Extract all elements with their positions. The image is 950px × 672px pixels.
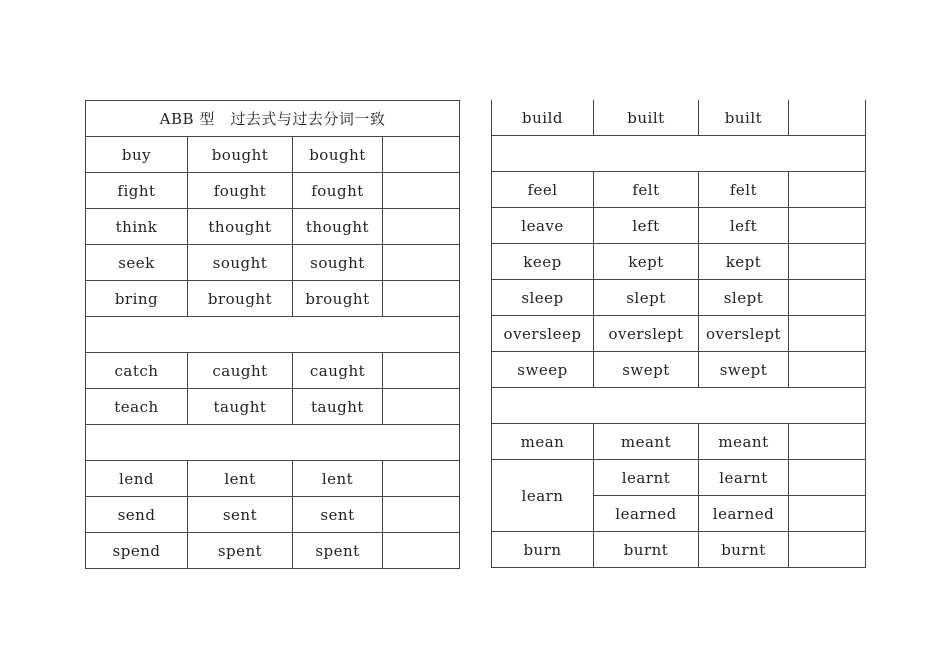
- past-participle-cell: sought: [293, 245, 383, 281]
- past-tense-cell: burnt: [594, 532, 699, 568]
- past-participle-cell: brought: [293, 281, 383, 317]
- past-tense-cell: sought: [188, 245, 293, 281]
- base-form-cell: sleep: [492, 280, 594, 316]
- blank-cell: [492, 388, 866, 424]
- right-verb-table: [491, 100, 866, 568]
- past-tense-cell: felt: [594, 172, 699, 208]
- table-row: [86, 497, 460, 533]
- past-participle-cell: taught: [293, 389, 383, 425]
- past-participle-cell: bought: [293, 137, 383, 173]
- past-tense-cell: left: [594, 208, 699, 244]
- table-row: [492, 316, 866, 352]
- table-row: [86, 389, 460, 425]
- table-row: [86, 533, 460, 569]
- past-participle-cell: kept: [699, 244, 789, 280]
- empty-cell: [789, 172, 866, 208]
- past-tense-cell: overslept: [594, 316, 699, 352]
- base-form-cell: catch: [86, 353, 188, 389]
- base-form-cell: keep: [492, 244, 594, 280]
- table-row: [492, 424, 866, 460]
- base-form-cell: learn: [492, 460, 594, 532]
- base-form-cell: build: [492, 100, 594, 136]
- empty-cell: [789, 280, 866, 316]
- empty-cell: [383, 461, 460, 497]
- base-form-cell: burn: [492, 532, 594, 568]
- past-tense-cell: kept: [594, 244, 699, 280]
- table-row: [86, 281, 460, 317]
- blank-cell: [492, 136, 866, 172]
- base-form-cell: sweep: [492, 352, 594, 388]
- empty-cell: [789, 532, 866, 568]
- table-row: [86, 137, 460, 173]
- past-participle-cell: swept: [699, 352, 789, 388]
- past-tense-cell: thought: [188, 209, 293, 245]
- empty-cell: [383, 209, 460, 245]
- past-tense-cell: lent: [188, 461, 293, 497]
- base-form-cell: think: [86, 209, 188, 245]
- past-tense-cell: learnt: [594, 460, 699, 496]
- base-form-cell: seek: [86, 245, 188, 281]
- past-participle-cell: learned: [699, 496, 789, 532]
- table-row: [492, 460, 866, 496]
- empty-cell: [789, 316, 866, 352]
- blank-row: [492, 136, 866, 172]
- table-row: [492, 208, 866, 244]
- past-tense-cell: caught: [188, 353, 293, 389]
- table-row: [86, 461, 460, 497]
- past-tense-cell: bought: [188, 137, 293, 173]
- table-row: [492, 244, 866, 280]
- past-tense-cell: built: [594, 100, 699, 136]
- base-form-cell: buy: [86, 137, 188, 173]
- base-form-cell: lend: [86, 461, 188, 497]
- past-participle-cell: meant: [699, 424, 789, 460]
- table-row: [86, 245, 460, 281]
- past-participle-cell: built: [699, 100, 789, 136]
- blank-cell: [86, 425, 460, 461]
- table-row: [86, 353, 460, 389]
- empty-cell: [789, 424, 866, 460]
- empty-cell: [383, 533, 460, 569]
- past-participle-cell: slept: [699, 280, 789, 316]
- empty-cell: [383, 245, 460, 281]
- empty-cell: [789, 100, 866, 136]
- past-participle-cell: spent: [293, 533, 383, 569]
- past-participle-cell: lent: [293, 461, 383, 497]
- base-form-cell: teach: [86, 389, 188, 425]
- table-row: [86, 209, 460, 245]
- past-participle-cell: overslept: [699, 316, 789, 352]
- table-row: [492, 280, 866, 316]
- empty-cell: [383, 389, 460, 425]
- base-form-cell: bring: [86, 281, 188, 317]
- table-row: [492, 352, 866, 388]
- empty-cell: [383, 497, 460, 533]
- empty-cell: [383, 137, 460, 173]
- past-tense-cell: fought: [188, 173, 293, 209]
- blank-row: [86, 317, 460, 353]
- past-participle-cell: sent: [293, 497, 383, 533]
- table-row: [492, 532, 866, 568]
- base-form-cell: feel: [492, 172, 594, 208]
- blank-row: [86, 425, 460, 461]
- table-row: [492, 100, 866, 136]
- past-participle-cell: caught: [293, 353, 383, 389]
- empty-cell: [789, 460, 866, 496]
- table-row: [86, 101, 460, 137]
- empty-cell: [383, 173, 460, 209]
- past-participle-cell: felt: [699, 172, 789, 208]
- empty-cell: [789, 208, 866, 244]
- table-title: ABB 型 过去式与过去分词一致: [86, 101, 460, 137]
- empty-cell: [789, 496, 866, 532]
- past-participle-cell: left: [699, 208, 789, 244]
- past-tense-cell: slept: [594, 280, 699, 316]
- empty-cell: [383, 281, 460, 317]
- past-tense-cell: spent: [188, 533, 293, 569]
- past-tense-cell: meant: [594, 424, 699, 460]
- base-form-cell: mean: [492, 424, 594, 460]
- base-form-cell: send: [86, 497, 188, 533]
- left-verb-table: [85, 100, 460, 569]
- blank-cell: [86, 317, 460, 353]
- table-row: [86, 173, 460, 209]
- base-form-cell: oversleep: [492, 316, 594, 352]
- past-tense-cell: learned: [594, 496, 699, 532]
- base-form-cell: spend: [86, 533, 188, 569]
- blank-row: [492, 388, 866, 424]
- past-participle-cell: learnt: [699, 460, 789, 496]
- table-row: [492, 172, 866, 208]
- past-participle-cell: fought: [293, 173, 383, 209]
- past-tense-cell: sent: [188, 497, 293, 533]
- empty-cell: [383, 353, 460, 389]
- past-tense-cell: swept: [594, 352, 699, 388]
- past-participle-cell: thought: [293, 209, 383, 245]
- empty-cell: [789, 244, 866, 280]
- base-form-cell: leave: [492, 208, 594, 244]
- past-participle-cell: burnt: [699, 532, 789, 568]
- past-tense-cell: taught: [188, 389, 293, 425]
- empty-cell: [789, 352, 866, 388]
- base-form-cell: fight: [86, 173, 188, 209]
- past-tense-cell: brought: [188, 281, 293, 317]
